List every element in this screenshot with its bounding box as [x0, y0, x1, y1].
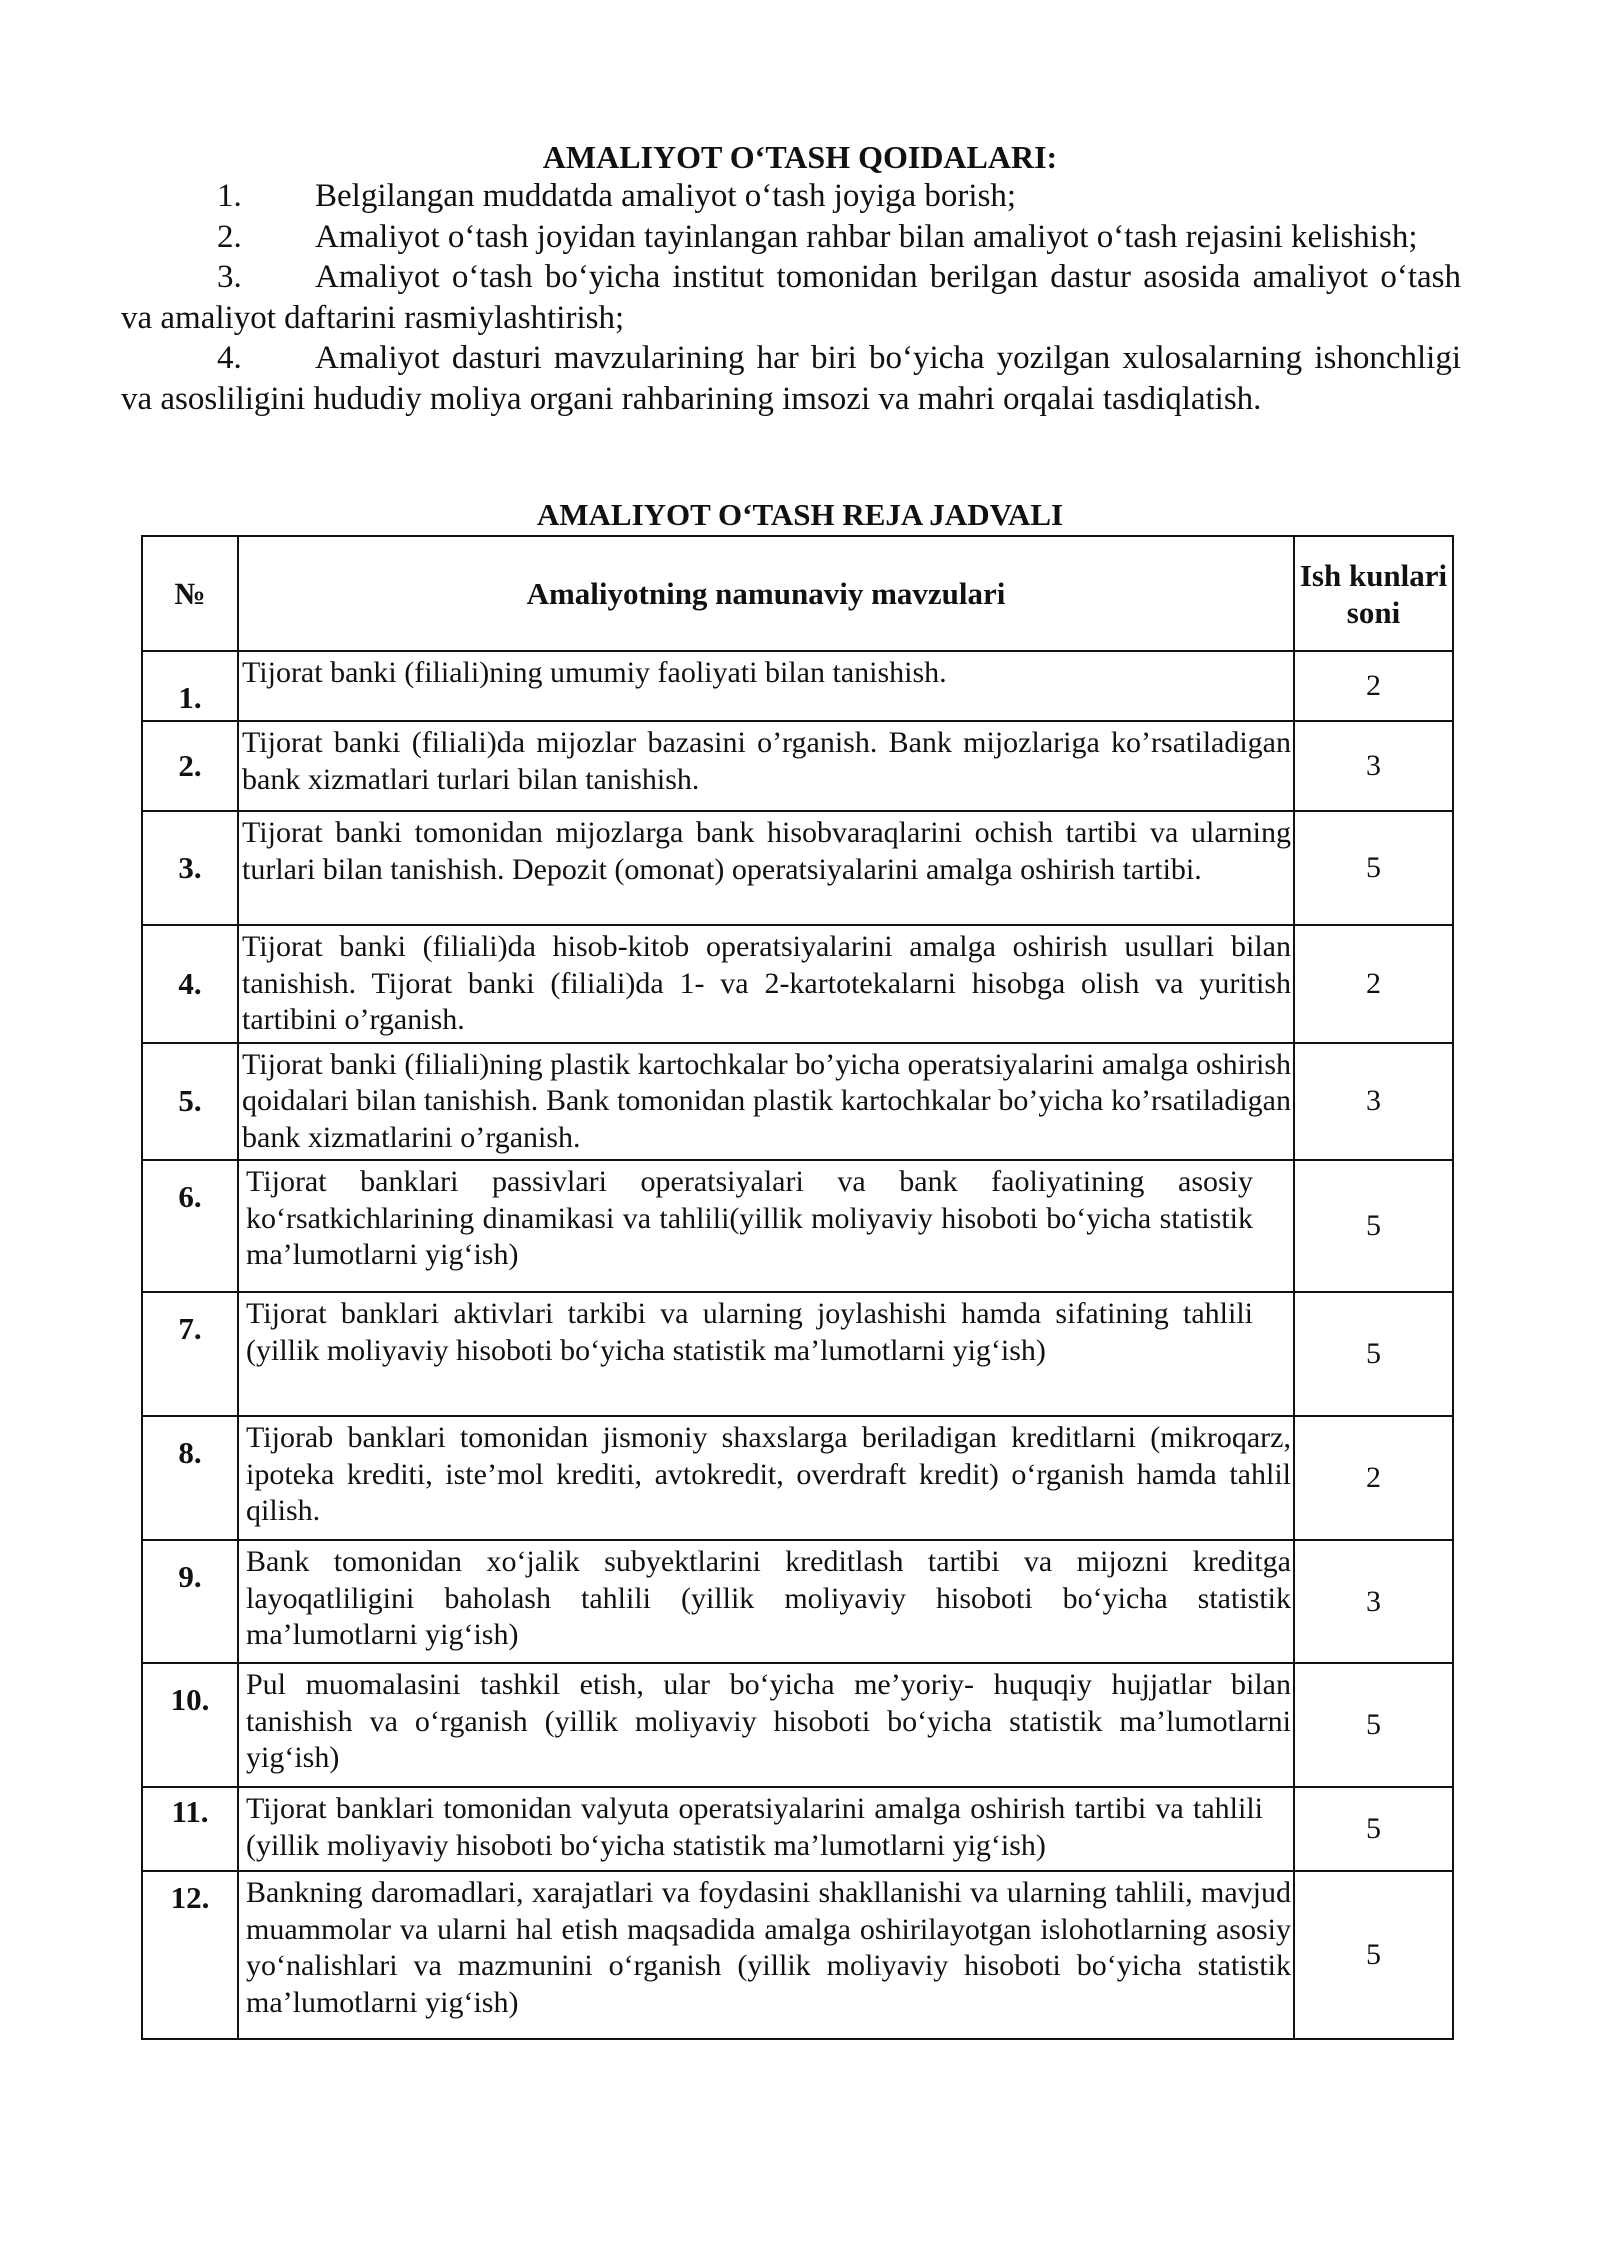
header-number: №: [142, 536, 238, 651]
table-row: [142, 651, 1453, 721]
row-days: 5: [1294, 1787, 1453, 1871]
table-row: [142, 1043, 1453, 1161]
table-row: [142, 1292, 1453, 1416]
row-topic: Tijorat banklari passivlari operatsiyalari va bank faoliyatining asosiy ko‘rsatkichlarining dinamikasi va tahlili(yillik moliyaviy hisoboti bo‘yicha statistik ma’lumotlarni yig‘ish): [238, 1160, 1294, 1292]
row-days: 3: [1294, 1043, 1453, 1161]
table-row: [142, 721, 1453, 811]
row-topic: Bankning daromadlari, xarajatlari va foydasini shakllanishi va ularning tahlili, mavjud muammolar va ularni hal etish maqsadida amalga oshirilayotgan islohotlarning asosiy yo‘nalishlari va mazmunini o‘rganish (yillik moliyaviy hisoboti bo‘yicha statistik ma’lumotlarni yig‘ish): [238, 1871, 1294, 2039]
rule-number: 3.: [217, 259, 242, 295]
row-days: 3: [1294, 1540, 1453, 1663]
row-number: 11.: [142, 1787, 238, 1871]
rule-item: [121, 338, 1461, 419]
table-row: [142, 1663, 1453, 1787]
row-topic: Tijorat banki (filiali)ning umumiy faoliyati bilan tanishish.: [238, 651, 1294, 721]
row-days: 2: [1294, 925, 1453, 1043]
table-row: [142, 1160, 1453, 1292]
row-days: 5: [1294, 1663, 1453, 1787]
rules-list: [121, 176, 1461, 419]
rule-number: 2.: [217, 218, 242, 255]
row-number: 9.: [142, 1540, 238, 1663]
header-topic: Amaliyotning namunaviy mavzulari: [238, 536, 1294, 651]
row-topic: Tijorat banki (filiali)da hisob-kitob operatsiyalarini amalga oshirish usullari bilan tanishish. Tijorat banki (filiali)da 1- va 2-kartotekalarni hisobga olish va yuritish tartibini o’rganish.: [238, 925, 1294, 1043]
row-number: 2.: [142, 721, 238, 811]
table-row: [142, 1787, 1453, 1871]
rule-text: Belgilangan muddatda amaliyot o‘tash joyiga borish;: [315, 178, 1017, 214]
row-topic: Bank tomonidan xo‘jalik subyektlarini kreditlash tartibi va mijozni kreditga layoqatliligini baholash tahlili (yillik moliyaviy hisoboti bo‘yicha statistik ma’lumotlarni yig‘ish): [238, 1540, 1294, 1663]
row-topic: Tijorat banki (filiali)ning plastik kartochkalar bo’yicha operatsiyalarini amalga oshirish qoidalari bilan tanishish. Bank tomonidan plastik kartochkalar bo’yicha ko’rsatiladigan bank xizmatlarini o’rganish.: [238, 1043, 1294, 1161]
row-days: 5: [1294, 1160, 1453, 1292]
table-header-row: [142, 536, 1453, 651]
table-row: [142, 1871, 1453, 2039]
row-number: 7.: [142, 1292, 238, 1416]
header-days: Ish kunlari soni: [1294, 536, 1453, 651]
row-days: 2: [1294, 651, 1453, 721]
row-topic: Tijorat banki tomonidan mijozlarga bank hisobvaraqlarini ochish tartibi va ularning turlari bilan tanishish. Depozit (omonat) operatsiyalarini amalga oshirish tartibi.: [238, 811, 1294, 925]
rule-item: [121, 217, 1461, 258]
rule-number: 1.: [217, 178, 242, 214]
row-number: 5.: [142, 1043, 238, 1161]
table-row: [142, 811, 1453, 925]
row-number: 8.: [142, 1416, 238, 1540]
row-number: 3.: [142, 811, 238, 925]
rule-text: Amaliyot o‘tash joyidan tayinlangan rahbar bilan amaliyot o‘tash rejasini kelishish;: [315, 218, 1418, 255]
row-topic: Tijorab banklari tomonidan jismoniy shaxslarga beriladigan kreditlarni (mikroqarz, ipoteka krediti, iste’mol krediti, avtokredit, overdraft kredit) o‘rganish hamda tahlil qilish.: [238, 1416, 1294, 1540]
row-days: 2: [1294, 1416, 1453, 1540]
table-row: [142, 1540, 1453, 1663]
rule-text: Amaliyot o‘tash bo‘yicha institut tomonidan berilgan dastur asosida amaliyot o‘tash va amaliyot daftarini rasmiylashtirish;: [121, 259, 1461, 336]
rule-item: [121, 257, 1461, 338]
table-row: [142, 1416, 1453, 1540]
row-number: 6.: [142, 1160, 238, 1292]
row-days: 3: [1294, 721, 1453, 811]
rule-number: 4.: [217, 340, 242, 376]
row-topic: Tijorat banklari aktivlari tarkibi va ularning joylashishi hamda sifatining tahlili (yillik moliyaviy hisoboti bo‘yicha statistik ma’lumotlarni yig‘ish): [238, 1292, 1294, 1416]
row-number: 10.: [142, 1663, 238, 1787]
row-topic: Tijorat banki (filiali)da mijozlar bazasini o’rganish. Bank mijozlariga ko’rsatiladigan bank xizmatlari turlari bilan tanishish.: [238, 721, 1294, 811]
row-number: 4.: [142, 925, 238, 1043]
rule-text: Amaliyot dasturi mavzularining har biri bo‘yicha yozilgan xulosalarning ishonchligi va asosliligini hududiy moliya organi rahbarining imsozi va mahri orqalai tasdiqlatish.: [121, 340, 1461, 417]
plan-table-title: AMALIYOT O‘TASH REJA JADVALI: [536, 497, 1064, 532]
rules-title: AMALIYOT O‘TASH QOIDALARI:: [542, 139, 1058, 175]
plan-table: [141, 535, 1454, 2040]
row-number: 12.: [142, 1871, 238, 2039]
row-days: 5: [1294, 1871, 1453, 2039]
row-topic: Tijorat banklari tomonidan valyuta operatsiyalarini amalga oshirish tartibi va tahlili (yillik moliyaviy hisoboti bo‘yicha statistik ma’lumotlarni yig‘ish): [238, 1787, 1294, 1871]
row-topic: Pul muomalasini tashkil etish, ular bo‘yicha me’yoriy- huquqiy hujjatlar bilan tanishish va o‘rganish (yillik moliyaviy hisoboti bo‘yicha statistik ma’lumotlarni yig‘ish): [238, 1663, 1294, 1787]
row-number: 1.: [142, 651, 238, 721]
row-days: 5: [1294, 811, 1453, 925]
rule-item: [121, 176, 1461, 217]
table-row: [142, 925, 1453, 1043]
row-days: 5: [1294, 1292, 1453, 1416]
